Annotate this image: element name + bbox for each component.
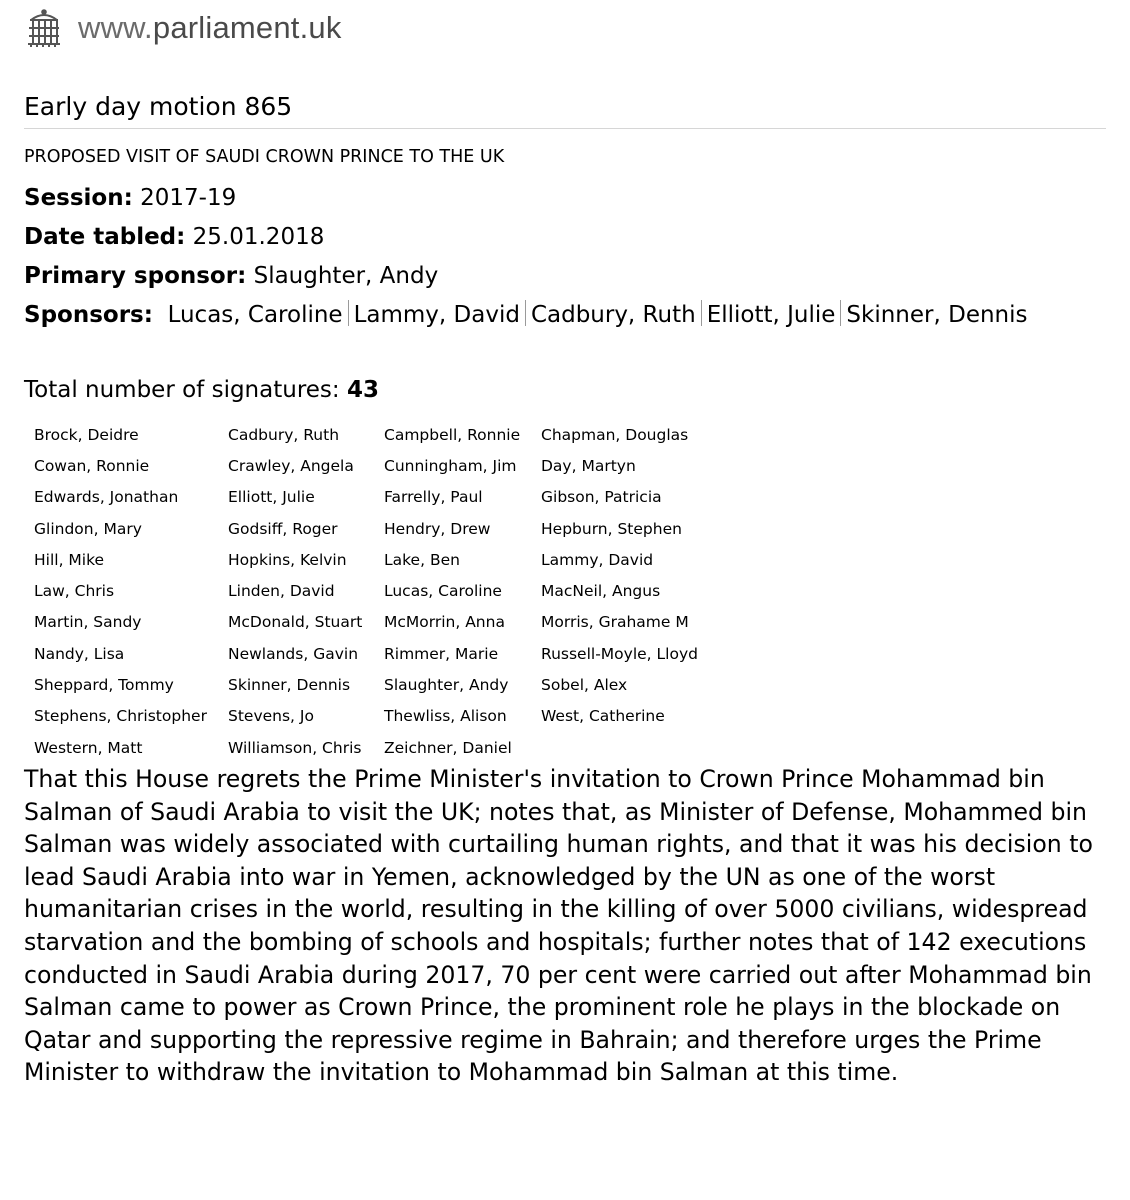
signatory-link[interactable]: Day, Martyn <box>541 456 636 475</box>
signatory-link[interactable]: Godsiff, Roger <box>228 519 338 538</box>
sponsor-link[interactable]: Lammy, David <box>353 302 520 328</box>
motion-subject: PROPOSED VISIT OF SAUDI CROWN PRINCE TO THE UK <box>24 147 505 167</box>
signatory-link[interactable]: Sobel, Alex <box>541 676 628 695</box>
signatory-link[interactable]: Gibson, Patricia <box>541 488 662 507</box>
title-divider <box>24 128 1106 129</box>
portcullis-icon[interactable] <box>24 8 64 48</box>
table-row <box>34 482 741 513</box>
signatory-link[interactable]: Cadbury, Ruth <box>228 425 340 444</box>
signatory-link[interactable]: Lake, Ben <box>384 550 460 569</box>
table-row <box>34 701 741 732</box>
signatory-link[interactable]: MacNeil, Angus <box>541 582 661 601</box>
sponsor-link[interactable]: Elliott, Julie <box>706 302 836 328</box>
sponsors-label: Sponsors: <box>24 302 153 328</box>
table-row <box>34 638 741 669</box>
signatory-link[interactable]: Edwards, Jonathan <box>34 488 179 507</box>
signatory-link[interactable]: Stevens, Jo <box>228 707 314 726</box>
signatory-link[interactable]: Linden, David <box>228 582 335 601</box>
signatory-link[interactable]: Brock, Deidre <box>34 425 139 444</box>
primary-sponsor-link[interactable]: Slaughter, Andy <box>253 263 439 289</box>
page-title: Early day motion 865 <box>24 92 293 121</box>
session-value: 2017-19 <box>140 185 237 211</box>
sponsor-separator <box>701 300 702 326</box>
signatory-link[interactable]: Hendry, Drew <box>384 519 491 538</box>
table-row <box>34 575 741 606</box>
signatory-link[interactable]: Russell-Moyle, Lloyd <box>541 644 698 663</box>
sponsor-link[interactable]: Cadbury, Ruth <box>530 302 696 328</box>
signatory-link[interactable]: Martin, Sandy <box>34 613 142 632</box>
session-label: Session: <box>24 185 133 211</box>
sponsors-field <box>24 300 1114 330</box>
table-row <box>34 669 741 700</box>
signatory-link[interactable]: McMorrin, Anna <box>384 613 505 632</box>
signatory-link[interactable]: Slaughter, Andy <box>384 676 509 695</box>
motion-text: That this House regrets the Prime Minister's invitation to Crown Prince Mohammad bin Salman of Saudi Arabia to visit the UK; notes that, as Minister of Defense, Mohammed bin Salman was widely associated with curtailing human rights, and that it was his decision to lead Saudi Arabia into war in Yemen, acknowledged by the UN as one of the worst humanitarian crises in the world, resulting in the killing of over 5000 civilians, widespread starvation and the bombing of schools and hospitals; further notes that of 142 executions conducted in Saudi Arabia during 2017, 70 per cent were carried out after Mohammad bin Salman came to power as Crown Prince, the prominent role he plays in the blockade on Qatar and supporting the repressive regime in Bahrain; and therefore urges the Prime Minister to withdraw the invitation to Mohammad bin Salman at this time. <box>24 765 1093 1087</box>
primary-sponsor-field <box>24 262 438 291</box>
date-tabled-label: Date tabled: <box>24 224 186 250</box>
empty-cell <box>541 732 741 763</box>
signatory-link[interactable]: Elliott, Julie <box>228 488 315 507</box>
sponsor-separator <box>525 300 526 326</box>
signatory-link[interactable]: Morris, Grahame M <box>541 613 689 632</box>
signatory-link[interactable]: Lucas, Caroline <box>384 582 502 601</box>
site-url-domain: parliament.uk <box>152 10 342 45</box>
date-tabled-value: 25.01.2018 <box>192 224 325 250</box>
table-row <box>34 732 741 763</box>
table-row <box>34 513 741 544</box>
site-url-prefix: www. <box>78 10 153 45</box>
signature-total-label: Total number of signatures: <box>24 377 340 403</box>
signatory-link[interactable]: Skinner, Dennis <box>228 676 351 695</box>
signature-count: 43 <box>346 377 379 403</box>
table-row <box>34 544 741 575</box>
signatory-link[interactable]: Rimmer, Marie <box>384 644 499 663</box>
signatory-link[interactable]: Hepburn, Stephen <box>541 519 682 538</box>
sponsor-link[interactable]: Skinner, Dennis <box>846 302 1028 328</box>
signatory-link[interactable]: Sheppard, Tommy <box>34 676 174 695</box>
signatories-table <box>34 419 741 763</box>
table-row <box>34 607 741 638</box>
signatory-link[interactable]: Thewliss, Alison <box>384 707 507 726</box>
signatory-link[interactable]: Hopkins, Kelvin <box>228 550 347 569</box>
signatory-link[interactable]: McDonald, Stuart <box>228 613 363 632</box>
signatory-link[interactable]: Lammy, David <box>541 550 654 569</box>
sponsor-link[interactable]: Lucas, Caroline <box>167 302 343 328</box>
site-header <box>24 6 342 50</box>
signatory-link[interactable]: Crawley, Angela <box>228 456 354 475</box>
signatory-link[interactable]: Farrelly, Paul <box>384 488 483 507</box>
signatory-link[interactable]: Campbell, Ronnie <box>384 425 521 444</box>
signatory-link[interactable]: Cowan, Ronnie <box>34 456 150 475</box>
date-tabled-field <box>24 223 324 252</box>
sponsor-separator <box>840 300 841 326</box>
signatory-link[interactable]: Hill, Mike <box>34 550 105 569</box>
signatory-link[interactable]: West, Catherine <box>541 707 665 726</box>
signatory-link[interactable]: Newlands, Gavin <box>228 644 359 663</box>
signatory-link[interactable]: Williamson, Chris <box>228 738 362 757</box>
signatory-link[interactable]: Stephens, Christopher <box>34 707 207 726</box>
signatory-link[interactable]: Nandy, Lisa <box>34 644 125 663</box>
table-row <box>34 450 741 481</box>
signatory-link[interactable]: Chapman, Douglas <box>541 425 689 444</box>
signature-total <box>24 377 379 403</box>
signatory-link[interactable]: Zeichner, Daniel <box>384 738 512 757</box>
signatory-link[interactable]: Law, Chris <box>34 582 115 601</box>
signatory-link[interactable]: Glindon, Mary <box>34 519 142 538</box>
signatory-link[interactable]: Western, Matt <box>34 738 143 757</box>
session-field <box>24 184 236 213</box>
table-row <box>34 419 741 450</box>
signatory-link[interactable]: Cunningham, Jim <box>384 456 517 475</box>
site-url[interactable] <box>78 10 342 46</box>
sponsor-separator <box>348 300 349 326</box>
primary-sponsor-label: Primary sponsor: <box>24 263 247 289</box>
